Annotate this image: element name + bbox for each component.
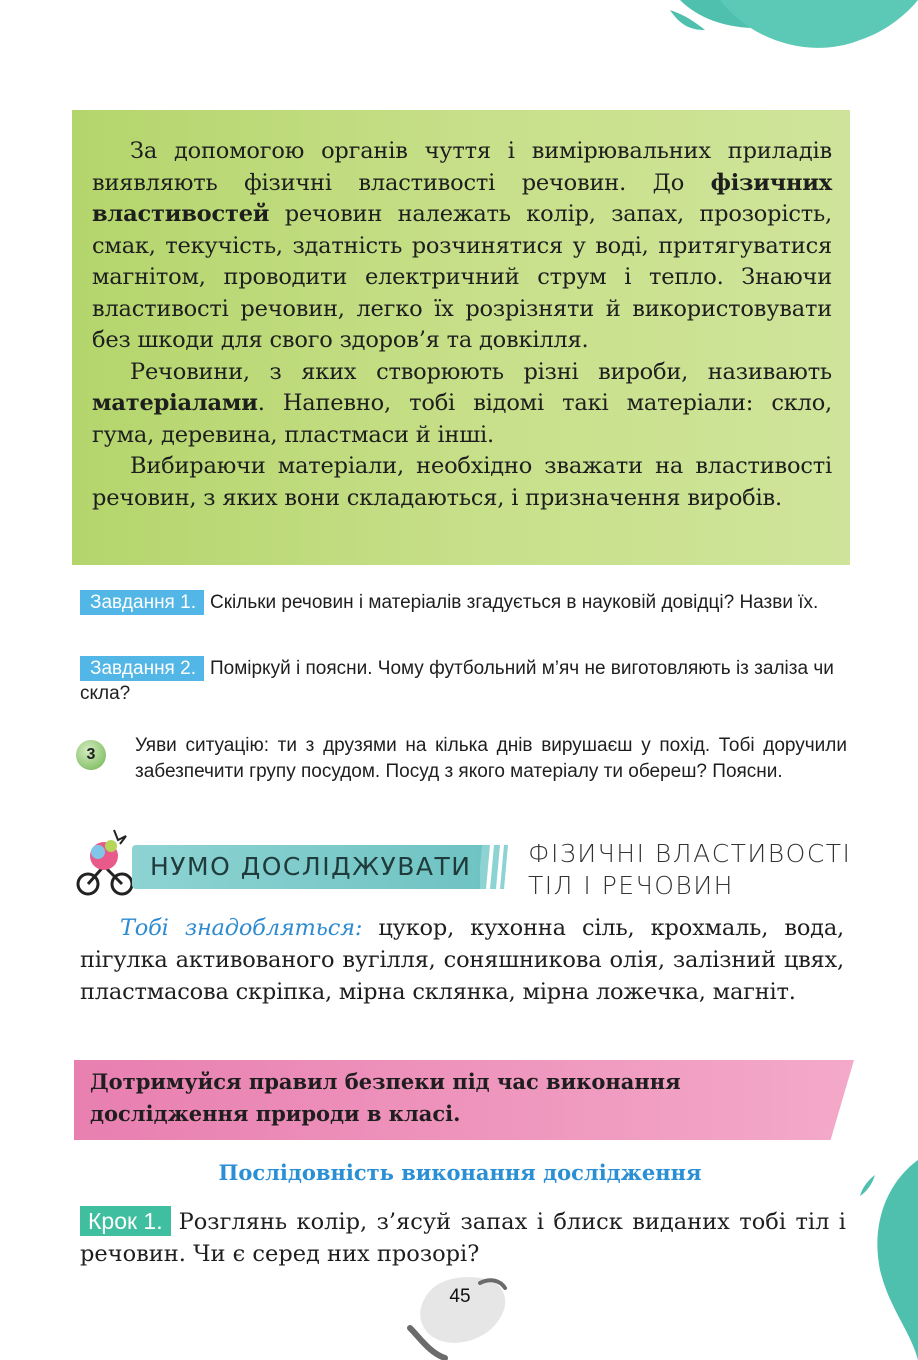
step-badge: Крок 1.	[80, 1206, 171, 1236]
decorative-wave-right	[850, 1140, 918, 1360]
safety-text: Дотримуйся правил безпеки під час виконання дослідження природи в класі.	[90, 1069, 681, 1126]
question-text: Уяви ситуацію: ти з друзями на кілька днів вирушаєш у похід. Тобі доручили забезпечити групу посудом. Посуд з якого матеріалу ти обереш? Поясни.	[135, 735, 847, 782]
info-text	[92, 136, 832, 514]
research-title-line-2: ТІЛ І РЕЧОВИН	[528, 871, 734, 900]
step-text: Розглянь колір, з’ясуй запах і блиск виданих тобі тіл і речовин. Чи є серед них прозорі?	[80, 1209, 846, 1267]
task-1	[80, 590, 850, 615]
materials-needed	[80, 912, 844, 1008]
page-number-decoration	[405, 1268, 515, 1360]
research-banner-label: НУМО ДОСЛІДЖУВАТИ	[150, 852, 472, 881]
task-badge: Завдання 1.	[80, 590, 204, 615]
info-paragraph-2: Речовини, з яких створюють різні вироби, називають матеріалами. Напевно, тобі відомі такі матеріали: скло, гума, деревина, пластмаси й інші.	[92, 358, 832, 448]
materials-needed-label: Тобі знадобляться:	[120, 915, 363, 941]
materials-needed-text: цукор, кухонна сіль, крохмаль, вода, пігулка активованого вугілля, соняшникова олія, залізний цвях, пластмасова скріпка, мірна склянка, мірна ложечка, магніт.	[80, 915, 844, 1005]
info-paragraph-1: За допомогою органів чуття і вимірювальних приладів виявляють фізичні властивості речовин. До фізичних властивостей речовин належать колір, запах, прозорість, смак, текучість, здатність розчинятися у воді, притягуватися магнітом, проводити електричний струм і тепло. Знаючи властивості речовин, легко їх розрізняти й використовувати без шкоди для свого здоров’я та довкілля.	[92, 138, 832, 353]
banner-stripes	[480, 845, 516, 889]
research-title-line-1: ФІЗИЧНІ ВЛАСТИВОСТІ	[528, 839, 852, 868]
task-2	[80, 656, 850, 706]
step-1	[80, 1206, 846, 1270]
task-text: Поміркуй і поясни. Чому футбольний м’яч не виготовляють із заліза чи скла?	[80, 658, 834, 704]
task-badge: Завдання 2.	[80, 656, 204, 681]
info-paragraph-3: Вибираючи матеріали, необхідно зважати на властивості речовин, з яких вони складаються, і призначення виробів.	[92, 453, 832, 511]
bicycle-icon	[74, 826, 136, 898]
task-text: Скільки речовин і матеріалів згадується в науковій довідці? Назви їх.	[209, 592, 819, 613]
decorative-wave-top	[660, 0, 918, 90]
page-number: 45	[449, 1286, 471, 1307]
research-title	[528, 838, 851, 902]
sequence-title: Послідовність виконання дослідження	[218, 1160, 702, 1185]
question-number-badge: 3	[76, 740, 106, 770]
